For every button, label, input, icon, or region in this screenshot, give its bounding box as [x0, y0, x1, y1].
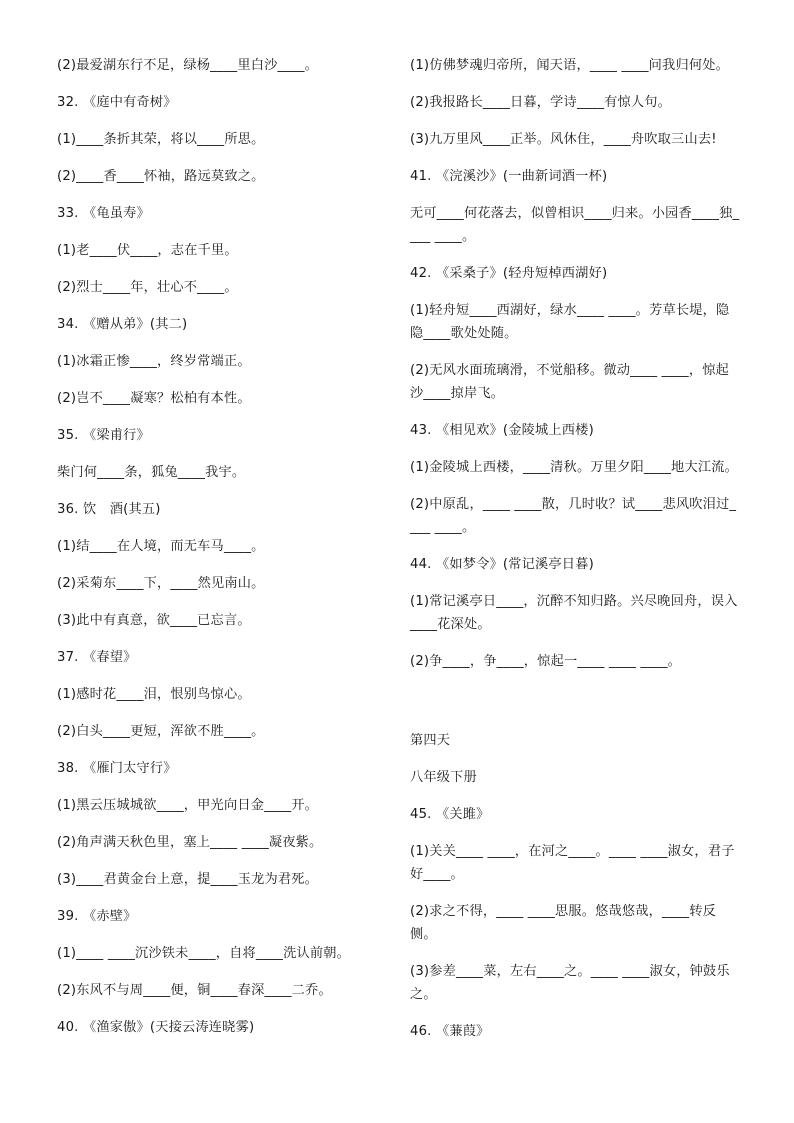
fill-blank-line: (1)常记溪亭日____，沉醉不知归路。兴尽晚回舟，误入____花深处。: [410, 594, 738, 632]
poem-title: 八年级下册: [410, 770, 477, 785]
section-gap: [410, 687, 740, 729]
poem-title: 37. 《春望》: [57, 650, 137, 665]
poem-title: 38. 《雁门太守行》: [57, 761, 177, 776]
fill-blank-line: (1)感时花____泪，恨别鸟惊心。: [57, 687, 251, 702]
fill-blank-line: (1)结____在人境，而无车马____。: [57, 539, 265, 554]
fill-blank-line: (2)最爱湖东行不足，绿杨____里白沙____。: [57, 58, 319, 73]
fill-blank-line: (1)金陵城上西楼，____清秋。万里夕阳____地大江流。: [410, 460, 738, 475]
fill-blank-line: (1)关关____ ____，在河之____。____ ____淑女，君子好____。: [410, 844, 735, 882]
fill-blank-line: (3)九万里风____正举。风休住，____舟吹取三山去!: [410, 132, 717, 147]
left-column: [57, 54, 387, 1053]
fill-blank-line: (2)角声满天秋色里，塞上____ ____凝夜紫。: [57, 835, 323, 850]
fill-blank-line: 柴门何____条，狐兔____我宇。: [57, 465, 246, 480]
fill-blank-line: (3)此中有真意，欲____已忘言。: [57, 613, 251, 628]
fill-blank-line: (2)无风水面琉璃滑，不觉船移。微动____ ____，惊起沙____掠岸飞。: [410, 363, 729, 401]
fill-blank-line: (2)中原乱，____ ____散，几时收？试____悲风吹泪过____ ____。: [410, 497, 737, 535]
poem-title: 41. 《浣溪沙》(一曲新词酒一杯): [410, 169, 608, 184]
fill-blank-line: (3)____君黄金台上意，提____玉龙为君死。: [57, 872, 319, 887]
fill-blank-line: (2)____香____怀袖，路远莫致之。: [57, 169, 265, 184]
poem-title: 40. 《渔家傲》(天接云涛连晓雾): [57, 1020, 255, 1035]
poem-title: 42. 《采桑子》(轻舟短棹西湖好): [410, 266, 608, 281]
right-column-top: [410, 54, 740, 673]
fill-blank-line: (1)黑云压城城欲____，甲光向日金____开。: [57, 798, 319, 813]
fill-blank-line: (2)争____，争____，惊起一____ ____ ____。: [410, 654, 682, 669]
poem-title: 45. 《关雎》: [410, 807, 490, 822]
poem-title: 46. 《蒹葭》: [410, 1024, 490, 1039]
fill-blank-line: (1)冰霜正惨____，终岁常端正。: [57, 354, 251, 369]
fill-blank-line: 无可____何花落去，似曾相识____归来。小园香____独____ ____。: [410, 206, 740, 244]
fill-blank-line: (1)老____伏____，志在千里。: [57, 243, 238, 258]
poem-title: 44. 《如梦令》(常记溪亭日暮): [410, 557, 594, 572]
fill-blank-line: (2)烈士____年，壮心不____。: [57, 280, 238, 295]
fill-blank-line: (1)轻舟短____西湖好，绿水____ ____。芳草长堤，隐隐____歌处处随。: [410, 303, 730, 341]
poem-title: 43. 《相见欢》(金陵城上西楼): [410, 423, 594, 438]
fill-blank-line: (2)我报路长____日暮，学诗____有惊人句。: [410, 95, 672, 110]
right-column: [410, 54, 740, 1057]
fill-blank-line: (2)东风不与周____便，铜____春深____二乔。: [57, 983, 332, 998]
poem-title: 32. 《庭中有奇树》: [57, 95, 177, 110]
fill-blank-line: (2)岂不____凝寒？松柏有本性。: [57, 391, 251, 406]
fill-blank-line: (3)参差____菜，左右____之。____ ____淑女，钟鼓乐之。: [410, 964, 730, 1002]
poem-title: 35. 《梁甫行》: [57, 428, 150, 443]
fill-blank-line: (1)____ ____沉沙铁未____，自将____洗认前朝。: [57, 946, 351, 961]
fill-blank-line: (2)白头____更短，浑欲不胜____。: [57, 724, 265, 739]
poem-title: 34. 《赠从弟》(其二): [57, 317, 188, 332]
fill-blank-line: (1)____条折其荣，将以____所思。: [57, 132, 265, 147]
fill-blank-line: (1)仿佛梦魂归帝所，闻天语，____ ____问我归何处。: [410, 58, 729, 73]
poem-title: 36. 饮 酒(其五): [57, 502, 161, 517]
poem-title: 第四天: [410, 733, 451, 748]
poem-title: 39. 《赤壁》: [57, 909, 137, 924]
fill-blank-line: (2)求之不得，____ ____思服。悠哉悠哉，____转反侧。: [410, 904, 717, 942]
fill-blank-line: (2)采菊东____下，____然见南山。: [57, 576, 265, 591]
poem-title: 33. 《龟虽寿》: [57, 206, 150, 221]
right-column-bottom: [410, 729, 740, 1043]
